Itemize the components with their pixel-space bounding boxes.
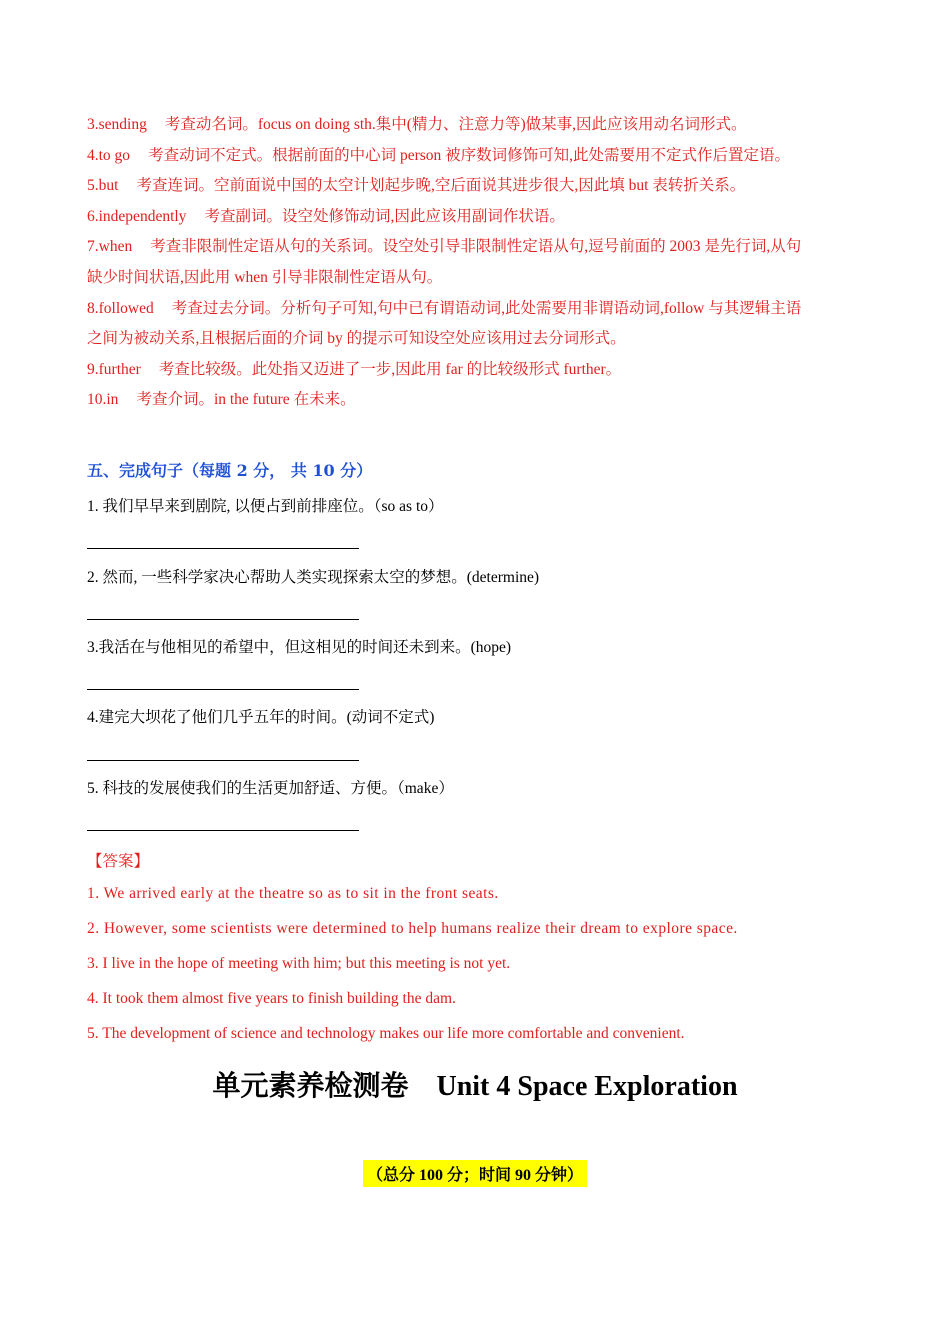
sentence-answer-1: 1. We arrived early at the theatre so as to sit in the front seats. — [87, 885, 499, 902]
answer-3 — [87, 115, 867, 135]
answer-blank-4[interactable] — [87, 760, 359, 761]
answer-key: 5.but — [87, 177, 119, 194]
section-title: 五、完成句子（每题 2 分， 共 10 分） — [87, 461, 373, 480]
question-1: 1. 我们早早来到剧院, 以便占到前排座位。（so as to） — [87, 498, 444, 515]
score-info-wrap — [0, 1160, 950, 1187]
unit-title-cn: 单元素养检测卷 — [212, 1071, 409, 1102]
answer-blank-2[interactable] — [87, 619, 359, 620]
answer-key: 7.when — [87, 238, 133, 255]
answer-explanation: 考查比较级。此处指又迈进了一步,因此用 far 的比较级形式 further。 — [158, 361, 622, 378]
answer-key: 4.to go — [87, 147, 131, 164]
unit-title — [0, 1064, 950, 1104]
answer-key: 10.in — [87, 391, 119, 408]
score-info: （总分 100 分；时间 90 分钟） — [363, 1160, 587, 1187]
answer-heading: 【答案】 — [87, 853, 150, 870]
answer-explanation: 考查动词不定式。根据前面的中心词 person 被序数词修饰可知,此处需要用不定式作后置定语。 — [148, 147, 791, 164]
answer-7 — [87, 237, 867, 257]
answer-8 — [87, 299, 867, 319]
sentence-answer-4: 4. It took them almost five years to finish building the dam. — [87, 990, 456, 1007]
answer-blank-3[interactable] — [87, 689, 359, 690]
answer-10 — [87, 390, 867, 410]
answer-6 — [87, 207, 867, 227]
answer-7-continuation: 缺少时间状语,因此用 when 引导非限制性定语从句。 — [87, 269, 443, 286]
answer-5 — [87, 176, 867, 196]
answer-explanation: 考查连词。空前面说中国的太空计划起步晚,空后面说其进步很大,因此填 but 表转折关系。 — [136, 177, 746, 194]
answer-4 — [87, 146, 867, 166]
answer-explanation: 考查介词。in the future 在未来。 — [136, 391, 356, 408]
sentence-answer-3: 3. I live in the hope of meeting with him; but this meeting is not yet. — [87, 955, 511, 972]
answer-key: 3.sending — [87, 116, 147, 133]
answer-explanation: 考查过去分词。分析句子可知,句中已有谓语动词,此处需要用非谓语动词,follow 与其逻辑主语 — [171, 300, 802, 317]
answer-9 — [87, 360, 867, 380]
question-5: 5. 科技的发展使我们的生活更加舒适、方便。（make） — [87, 780, 454, 797]
question-3: 3.我活在与他相见的希望中，但这相见的时间还未到来。(hope) — [87, 639, 512, 656]
answer-blank-5[interactable] — [87, 830, 359, 831]
sentence-answer-2: 2. However, some scientists were determined to help humans realize their dream to explore space. — [87, 920, 738, 937]
question-4: 4.建完大坝花了他们几乎五年的时间。(动词不定式) — [87, 709, 435, 726]
answer-key: 9.further — [87, 361, 141, 378]
question-2: 2. 然而, 一些科学家决心帮助人类实现探索太空的梦想。(determine) — [87, 569, 540, 586]
answer-8-continuation: 之间为被动关系,且根据后面的介词 by 的提示可知设空处应该用过去分词形式。 — [87, 330, 626, 347]
answer-explanation: 考查动名词。focus on doing sth.集中(精力、注意力等)做某事,因此应该用动名词形式。 — [164, 116, 747, 133]
answer-blank-1[interactable] — [87, 548, 359, 549]
sentence-answer-5: 5. The development of science and technology makes our life more comfortable and convenient. — [87, 1025, 685, 1042]
answer-key: 6.independently — [87, 208, 187, 225]
answer-key: 8.followed — [87, 300, 154, 317]
answer-explanation: 考查非限制性定语从句的关系词。设空处引导非限制性定语从句,逗号前面的 2003 是先行词,从句 — [150, 238, 802, 255]
unit-title-en: Unit 4 Space Exploration — [436, 1071, 738, 1102]
answer-explanation: 考查副词。设空处修饰动词,因此应该用副词作状语。 — [204, 208, 565, 225]
